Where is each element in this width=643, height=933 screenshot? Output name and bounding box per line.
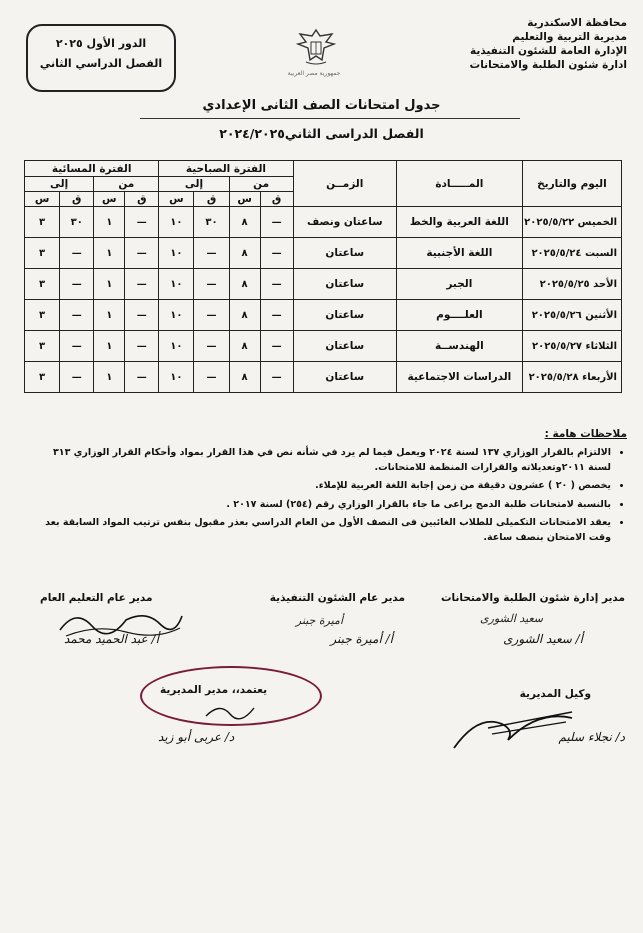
cell-time: ٣ bbox=[25, 331, 60, 362]
exam-round-box bbox=[26, 24, 176, 92]
page-title: جدول امتحانات الصف الثانى الإعدادي bbox=[202, 98, 441, 113]
approval-prefix: يعتمد،، bbox=[231, 684, 268, 696]
header-to: إلى bbox=[25, 177, 94, 192]
cell-subject: اللغة العربية والخط bbox=[396, 207, 522, 238]
header-s: س bbox=[159, 192, 194, 207]
cell-time: ١ bbox=[94, 207, 125, 238]
semester-label: الفصل الدراسي الثاني bbox=[39, 57, 163, 70]
cell-time: ٣ bbox=[25, 269, 60, 300]
header-s: س bbox=[94, 192, 125, 207]
cell-date: الأثنين ٢٠٢٥/٥/٢٦ bbox=[522, 300, 621, 331]
cell-time: — bbox=[194, 269, 229, 300]
header-s: س bbox=[25, 192, 60, 207]
cell-duration: ساعتان bbox=[293, 362, 396, 393]
cell-time: ٨ bbox=[229, 238, 260, 269]
org-line-2: مديرية التربية والتعليم bbox=[512, 31, 627, 43]
header-morning: الفترة الصباحية bbox=[159, 161, 293, 177]
cell-time: — bbox=[194, 300, 229, 331]
cell-time: ١٠ bbox=[159, 207, 194, 238]
table-header-row bbox=[25, 161, 622, 177]
table-row bbox=[25, 238, 622, 269]
signature-title-director bbox=[160, 684, 267, 696]
signature-name-students-affairs: أ/ سعيد الشورى bbox=[503, 632, 583, 646]
header-q: ق bbox=[125, 192, 159, 207]
signature-mark: أميرة جبنر bbox=[295, 614, 343, 627]
org-header bbox=[470, 16, 627, 72]
cell-date: الأربعاء ٢٠٢٥/٥/٢٨ bbox=[522, 362, 621, 393]
signature-title-executive-affairs: مدير عام الشئون التنفيذية bbox=[269, 592, 405, 604]
signature-scribble-icon bbox=[200, 700, 260, 722]
table-row bbox=[25, 269, 622, 300]
notes-title: ملاحظات هامة : bbox=[544, 428, 627, 440]
org-line-4: ادارة شئون الطلبة والامتحانات bbox=[469, 59, 627, 71]
header-q: ق bbox=[60, 192, 94, 207]
cell-time: ١ bbox=[94, 300, 125, 331]
cell-duration: ساعتان ونصف bbox=[293, 207, 396, 238]
cell-time: — bbox=[260, 331, 293, 362]
cell-time: ٣ bbox=[25, 300, 60, 331]
cell-time: — bbox=[260, 269, 293, 300]
cell-date: السبت ٢٠٢٥/٥/٢٤ bbox=[522, 238, 621, 269]
cell-subject: العلــــوم bbox=[396, 300, 522, 331]
title-divider bbox=[140, 118, 520, 119]
cell-duration: ساعتان bbox=[293, 269, 396, 300]
cell-time: — bbox=[194, 238, 229, 269]
cell-duration: ساعتان bbox=[293, 331, 396, 362]
cell-time: — bbox=[60, 300, 94, 331]
cell-time: ١ bbox=[94, 269, 125, 300]
cell-subject: الجبر bbox=[396, 269, 522, 300]
header-q: ق bbox=[194, 192, 229, 207]
signature-name-deputy: د/ نجلاء سليم bbox=[558, 730, 625, 744]
cell-time: — bbox=[60, 238, 94, 269]
signature-name-director: د/ عربى أبو زيد bbox=[158, 730, 235, 744]
cell-time: ٣ bbox=[25, 238, 60, 269]
cell-time: ٨ bbox=[229, 269, 260, 300]
signature-name-executive-affairs: أ/ أميرة جبنر bbox=[330, 632, 393, 646]
cell-time: ٣٠ bbox=[194, 207, 229, 238]
cell-duration: ساعتان bbox=[293, 238, 396, 269]
cell-time: — bbox=[60, 269, 94, 300]
table-row bbox=[25, 362, 622, 393]
cell-time: ١٠ bbox=[159, 362, 194, 393]
table-row bbox=[25, 331, 622, 362]
cell-time: ١٠ bbox=[159, 269, 194, 300]
signature-mark: سعيد الشورى bbox=[480, 612, 543, 625]
notes-list bbox=[39, 446, 625, 549]
header-from: من bbox=[229, 177, 293, 192]
cell-subject: الدراسات الاجتماعية bbox=[396, 362, 522, 393]
cell-time: — bbox=[60, 362, 94, 393]
exam-schedule-table bbox=[24, 160, 622, 393]
signature-title-students-affairs: مدير إدارة شئون الطلبة والامتحانات bbox=[440, 592, 625, 604]
cell-time: — bbox=[125, 269, 159, 300]
cell-time: ٣ bbox=[25, 207, 60, 238]
director-title: مدير المديرية bbox=[160, 684, 229, 696]
cell-time: ١ bbox=[94, 238, 125, 269]
cell-time: ٨ bbox=[229, 300, 260, 331]
cell-time: — bbox=[194, 362, 229, 393]
header-q: ق bbox=[260, 192, 293, 207]
list-item: • الالتزام بالقرار الوزاري ١٣٧ لسنة ٢٠٢٤ ويعمل فيما لم يرد في شأنه نص في هذا القرار بمواد وأحكام القرار الوزاري ٣١٣ لسنة ٢٠١١وتعديلاته والقرارات المنظمة للامتحانات. bbox=[39, 446, 611, 475]
cell-time: — bbox=[60, 331, 94, 362]
cell-time: — bbox=[194, 331, 229, 362]
list-item: • يعقد الامتحانات التكميلى للطلاب الغائبين فى النصف الأول من العام الدراسي بعذر مقبول بنفس ترتيب المواد السابقة بعد وقت الامتحان بنصف ساعة. bbox=[39, 516, 611, 545]
cell-subject: الهندســة bbox=[396, 331, 522, 362]
cell-time: — bbox=[125, 331, 159, 362]
cell-time: — bbox=[125, 300, 159, 331]
cell-time: — bbox=[125, 207, 159, 238]
cell-date: الخميس ٢٠٢٥/٥/٢٢ bbox=[522, 207, 621, 238]
header-to: إلى bbox=[159, 177, 229, 192]
cell-time: — bbox=[260, 362, 293, 393]
cell-time: — bbox=[260, 300, 293, 331]
org-line-1: محافظة الاسكندرية bbox=[527, 17, 627, 29]
cell-date: الأحد ٢٠٢٥/٥/٢٥ bbox=[522, 269, 621, 300]
header-subject: المـــــادة bbox=[396, 161, 522, 207]
list-item: • يخصص ( ٢٠ ) عشرون دقيقة من زمن إجابة اللغة العربية للإملاء. bbox=[39, 479, 611, 494]
table-row bbox=[25, 300, 622, 331]
cell-time: ٨ bbox=[229, 207, 260, 238]
header-duration: الزمــن bbox=[293, 161, 396, 207]
cell-time: ١ bbox=[94, 362, 125, 393]
cell-time: ٣ bbox=[25, 362, 60, 393]
signature-name-general-education: أ/ عبد الحميد محمد bbox=[64, 632, 159, 646]
cell-subject: اللغة الأجنبية bbox=[396, 238, 522, 269]
signature-title-deputy: وكيل المديرية bbox=[519, 688, 591, 700]
cell-time: ٨ bbox=[229, 331, 260, 362]
cell-time: — bbox=[125, 238, 159, 269]
signature-title-general-education: مدير عام التعليم العام bbox=[40, 592, 153, 604]
cell-time: — bbox=[260, 238, 293, 269]
cell-time: ١٠ bbox=[159, 300, 194, 331]
org-line-3: الإدارة العامة للشئون التنفيذية bbox=[470, 45, 627, 57]
cell-time: ٣٠ bbox=[60, 207, 94, 238]
cell-time: ١٠ bbox=[159, 331, 194, 362]
header-s: س bbox=[229, 192, 260, 207]
table-row bbox=[25, 207, 622, 238]
cell-duration: ساعتان bbox=[293, 300, 396, 331]
emblem-caption: جمهورية مصر العربية bbox=[287, 70, 341, 77]
cell-time: — bbox=[260, 207, 293, 238]
cell-time: — bbox=[125, 362, 159, 393]
header-from: من bbox=[94, 177, 159, 192]
eagle-emblem-icon bbox=[292, 26, 340, 68]
cell-date: الثلاثاء ٢٠٢٥/٥/٢٧ bbox=[522, 331, 621, 362]
page-subtitle: الفصل الدراسى الثاني٢٠٢٤/٢٠٢٥ bbox=[219, 126, 424, 141]
cell-time: ١ bbox=[94, 331, 125, 362]
signature-scribble-icon bbox=[448, 704, 578, 754]
header-date: اليوم والتاريخ bbox=[522, 161, 621, 207]
list-item: • بالنسبة لامتحانات طلبة الدمج يراعى ما جاء بالقرار الوزاري رقم (٢٥٤) لسنة ٢٠١٧ . bbox=[39, 498, 611, 513]
round-label: الدور الأول ٢٠٢٥ bbox=[55, 37, 147, 50]
cell-time: ٨ bbox=[229, 362, 260, 393]
cell-time: ١٠ bbox=[159, 238, 194, 269]
header-evening: الفترة المسائية bbox=[25, 161, 159, 177]
